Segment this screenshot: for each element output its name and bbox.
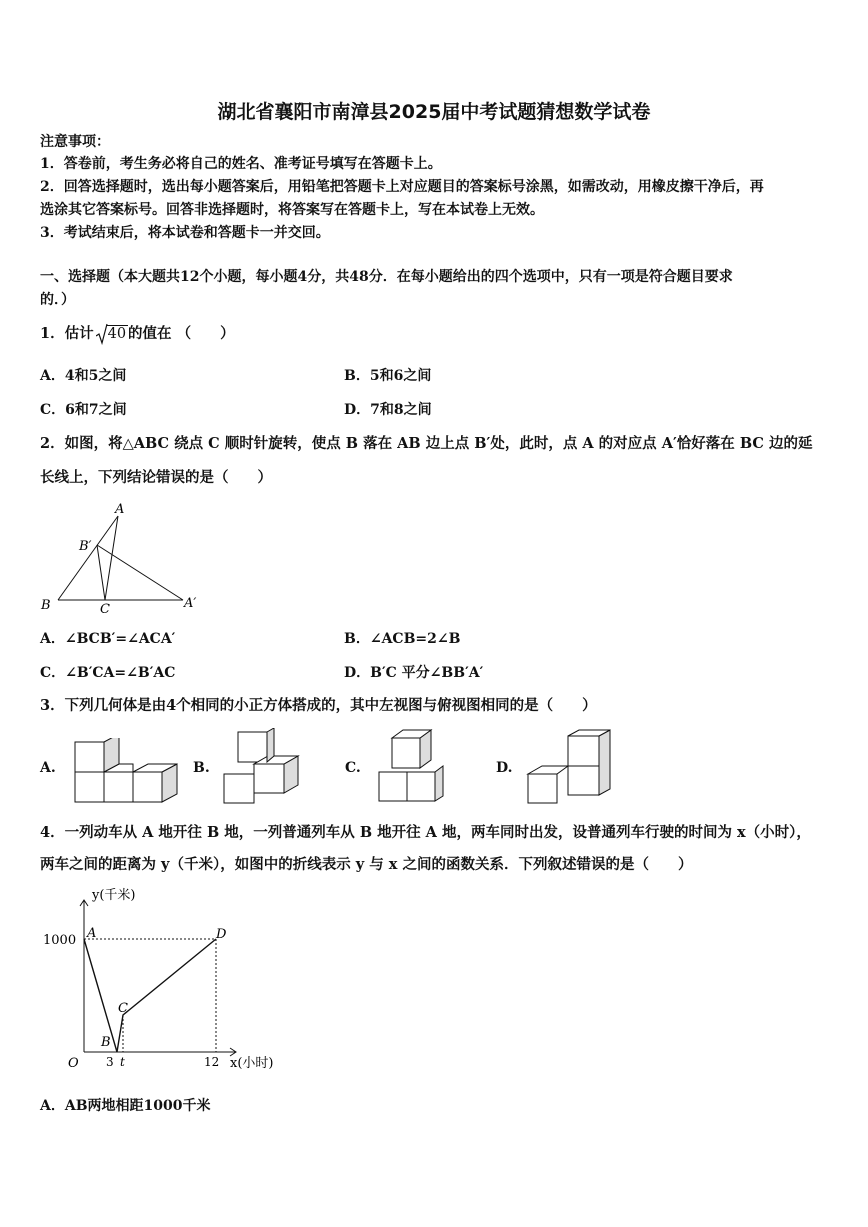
- question-1-prefix: 1．估计: [40, 325, 94, 342]
- distance-time-graph: [40, 884, 285, 1074]
- question-4-line2: 两车之间的距离为 y（千米），如图中的折线表示 y 与 x 之间的函数关系．下列叙述错误的是（ ）: [40, 856, 693, 873]
- q2-option-b: B．∠ACB=2∠B: [344, 631, 461, 647]
- question-1-suffix: 的值在 （ ）: [128, 325, 235, 342]
- notice-item-2: 2．回答选择题时，选出每小题答案后，用铅笔把答题卡上对应题目的答案标号涂黑，如需改动，用橡皮擦干净后，再: [40, 179, 764, 195]
- line-bprime-c: [97, 545, 105, 600]
- cube-figure-d: [526, 728, 616, 806]
- q2-option-d: D．B′C 平分∠BB′A′: [344, 665, 484, 681]
- cube-figure-c: [377, 726, 447, 806]
- label-b-prime: B′: [79, 539, 92, 554]
- label-a: A: [115, 502, 125, 517]
- q1-option-c: C．6和7之间: [40, 402, 127, 418]
- label-b: B: [41, 598, 51, 613]
- label-a-prime: A′: [184, 596, 197, 611]
- x-tick-12: 12: [204, 1055, 220, 1069]
- question-4-line1: 4．一列动车从 A 地开往 B 地，一列普通列车从 B 地开往 A 地，两车同时出发，设普通列车行驶的时间为 x（小时），: [40, 824, 811, 841]
- notice-item-2-cont: 选涂其它答案标号。回答非选择题时，将答案写在答题卡上，写在本试卷上无效。: [40, 202, 544, 218]
- q1-option-a: A．4和5之间: [40, 368, 127, 384]
- section-heading-cont: 的．）: [40, 292, 75, 308]
- question-1: [40, 322, 235, 343]
- q2-option-c: C．∠B′CA=∠B′AC: [40, 665, 176, 681]
- notice-heading: 注意事项：: [40, 134, 110, 150]
- point-c-label: C: [118, 1001, 128, 1016]
- point-b-label: B: [101, 1035, 111, 1050]
- sqrt-symbol: [96, 325, 128, 342]
- line-a-c: [105, 516, 118, 600]
- question-3: 3．下列几何体是由4个相同的小正方体搭成的，其中左视图与俯视图相同的是（ ）: [40, 697, 597, 714]
- origin-label: O: [68, 1056, 79, 1071]
- x-axis-label: x(小时): [230, 1056, 274, 1071]
- line-bprime-aprime: [97, 545, 183, 600]
- section-heading: 一、选择题（本大题共12个小题，每小题4分，共48分．在每小题给出的四个选项中，只有一项是符合题目要求: [40, 269, 733, 285]
- cube-figure-a: [74, 738, 184, 806]
- x-tick-3: 3: [106, 1055, 114, 1069]
- cube-figure-b: [222, 728, 302, 806]
- q3-option-d-label: D.: [496, 760, 513, 776]
- label-c: C: [100, 602, 110, 617]
- q3-option-b-label: B.: [193, 760, 210, 776]
- notice-item-3: 3．考试结束后，将本试卷和答题卡一并交回。: [40, 225, 330, 241]
- y-axis-label: y(千米): [92, 888, 136, 903]
- q2-option-a: A．∠BCB′=∠ACA′: [40, 631, 176, 647]
- q1-option-d: D．7和8之间: [344, 402, 432, 418]
- y-tick-1000: 1000: [43, 933, 77, 948]
- question-2-line1: 2．如图，将△ABC 绕点 C 顺时针旋转，使点 B 落在 AB 边上点 B′处，此时，点 A 的对应点 A′恰好落在 BC 边的延: [40, 435, 813, 452]
- notice-item-1: 1．答卷前，考生务必将自己的姓名、准考证号填写在答题卡上。: [40, 156, 442, 172]
- x-tick-t: t: [120, 1055, 125, 1069]
- radicand: 40: [107, 326, 127, 342]
- point-d-label: D: [216, 927, 227, 942]
- page-title: 湖北省襄阳市南漳县2025届中考试题猜想数学试卷: [217, 101, 651, 123]
- triangle-rotation-figure: [36, 498, 206, 618]
- question-2-line2: 长线上，下列结论错误的是（ ）: [40, 469, 272, 486]
- line-b-a: [58, 516, 118, 600]
- q3-option-c-label: C.: [345, 760, 361, 776]
- q1-option-b: B．5和6之间: [344, 368, 432, 384]
- q3-option-a-label: A.: [40, 760, 56, 776]
- point-a-label: A: [87, 926, 97, 941]
- q4-option-a: A．AB两地相距1000千米: [40, 1098, 211, 1114]
